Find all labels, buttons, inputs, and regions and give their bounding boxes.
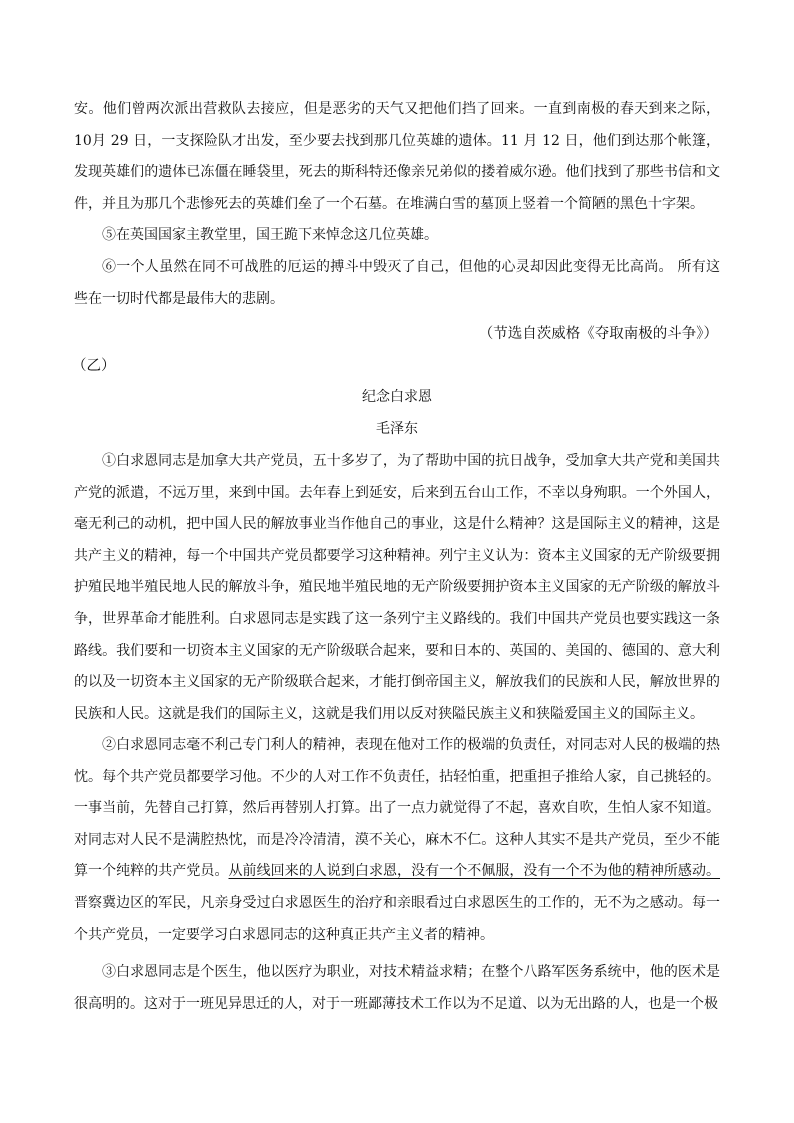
article-author: 毛泽东: [376, 421, 418, 437]
paragraph-jia-continued: 安。他们曾两次派出营救队去接应，但是恶劣的天气又把他们挡了回来。一直到南极的春天到来之际，10月 29 日，一支探险队才出发，至少要去找到那几位英雄的遗体。11 月 12 日，他们到达那个帐篷，发现英雄们的遗体已冻僵在睡袋里，死去的斯科特还像亲兄弟似的搂着威尔逊。他们找到了那些书信和文件，并且为那几个悲惨死去的英雄们垒了一个石墓。在堆满白雪的墓顶上竖着一个简陋的黑色十字架。: [74, 101, 720, 212]
paragraph-yi-2-text-b: 晋察冀边区的军民，凡亲身受过白求恩医生的治疗和亲眼看过白求恩医生的工作的，无不为之感动。每一个共产党员，一定要学习白求恩同志的这种真正共产主义者的精神。: [74, 894, 720, 943]
underlined-sentence: 从前线回来的人说到白求恩，没有一个不佩服，没有一个不为他的精神所感动。: [228, 863, 721, 880]
paragraph-yi-2-text-a: ②白求恩同志毫不利己专门利人的精神，表现在他对工作的极端的负责任，对同志对人民的极端的热忱。每个共产党员都要学习他。不少的人对工作不负责任，拈轻怕重，把重担子推给人家，自己挑轻的。一事当前，先替自己打算，然后再替别人打算。出了一点力就觉得了不起，喜欢自吹，生怕人家不知道。对同志对人民不是满腔热忱，而是冷冷清清，漠不关心，麻木不仁。这种人其实不是共产党员，至少不能算一个纯粹的共产党员。: [74, 737, 720, 880]
article-title: 纪念白求恩: [362, 389, 432, 405]
paragraph-jia-6: ⑥一个人虽然在同不可战胜的厄运的搏斗中毁灭了自己，但他的心灵却因此变得无比高尚。 所有这些在一切时代都是最伟大的悲剧。: [74, 259, 720, 307]
excerpt-source: （节选自茨威格《夺取南极的斗争》）: [478, 326, 718, 342]
paragraph-yi-2: [74, 730, 720, 951]
paragraph-yi-3: ③白求恩同志是个医生，他以医疗为职业，对技术精益求精；在整个八路军医务系统中，他的医术是很高明的。这对于一班见异思迁的人，对于一班鄙薄技术工作以为不足道、以为无出路的人，也是一个极: [74, 964, 720, 1012]
paragraph-jia-5: ⑤在英国国家主教堂里，国王跪下来悼念这几位英雄。: [102, 227, 438, 243]
paragraph-yi-1: ①白求恩同志是加拿大共产党员，五十多岁了，为了帮助中国的抗日战争，受加拿大共产党和美国共产党的派遣，不远万里，来到中国。去年春上到延安，后来到五台山工作，不幸以身殉职。一个外国人，毫无利己的动机，把中国人民的解放事业当作他自己的事业，这是什么精神？这是国际主义的精神，这是共产主义的精神，每一个中国共产党员都要学习这种精神。列宁主义认为：资本主义国家的无产阶级要拥护殖民地半殖民地人民的解放斗争，殖民地半殖民地的无产阶级要拥护资本主义国家的无产阶级的解放斗争，世界革命才能胜利。白求恩同志是实践了这一条列宁主义路线的。我们中国共产党员也要实践这一条路线。我们要和一切资本主义国家的无产阶级联合起来，要和日本的、英国的、美国的、德国的、意大利的以及一切资本主义国家的无产阶级联合起来，才能打倒帝国主义，解放我们的民族和人民，解放世界的民族和人民。这就是我们的国际主义，这就是我们用以反对狭隘民族主义和狭隘爱国主义的国际主义。: [74, 453, 720, 722]
section-label-yi: （乙）: [72, 358, 116, 374]
